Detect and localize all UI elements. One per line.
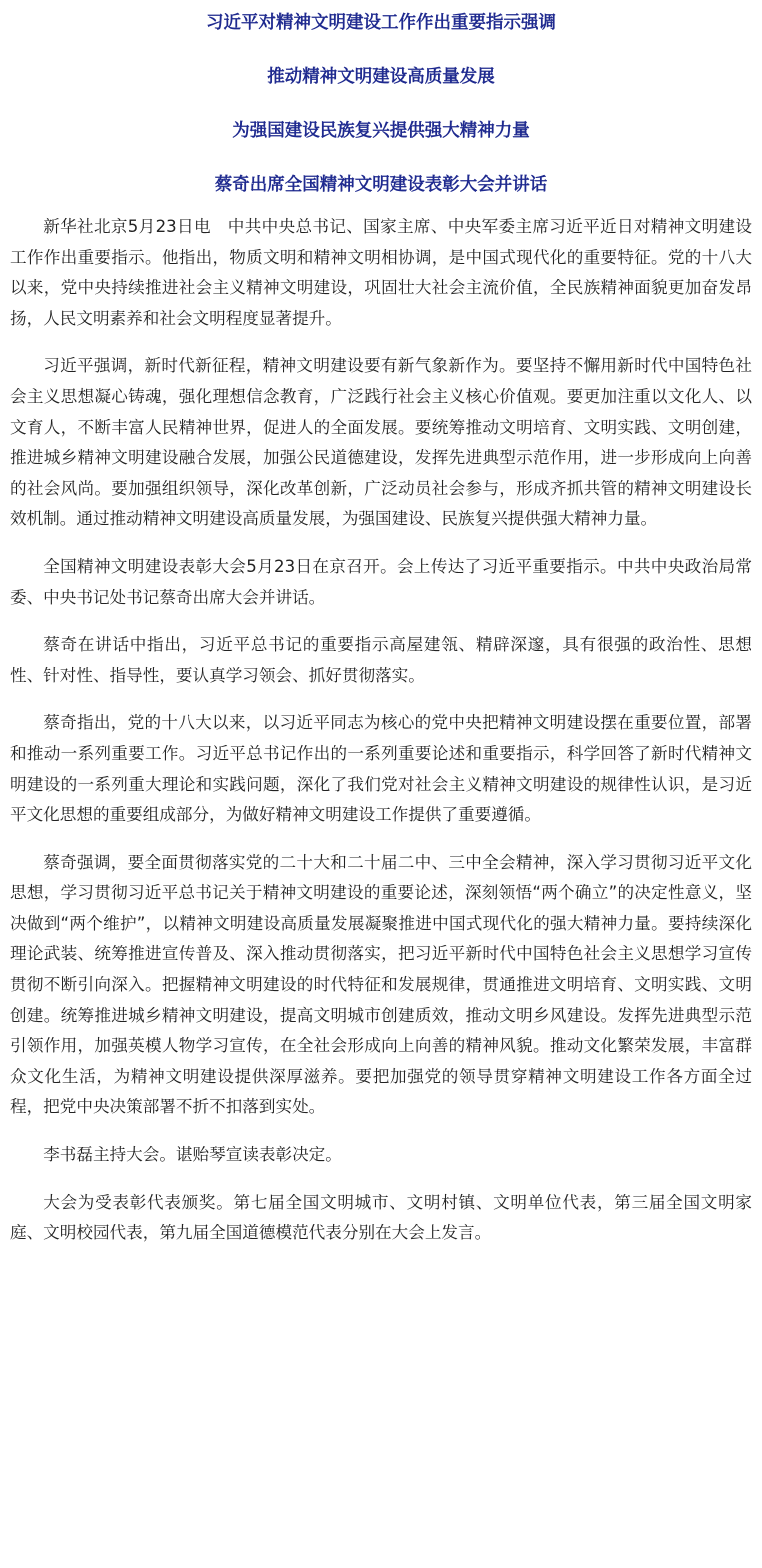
headline-sub-2: 为强国建设民族复兴提供强大精神力量 [232,121,530,141]
paragraph: 全国精神文明建设表彰大会5月23日在京召开。会上传达了习近平重要指示。中共中央政治局常委、中央书记处书记蔡奇出席大会并讲话。 [10,556,752,607]
article-body [10,212,752,1249]
paragraph-dateline: 新华社北京5月23日电 中共中央总书记、国家主席、中央军委主席习近平近日对精神文明建设工作作出重要指示。他指出，物质文明和精神文明相协调，是中国式现代化的重要特征。党的十八大以来，党中央持续推进社会主义精神文明建设，巩固壮大社会主流价值，全民族精神面貌更加奋发昂扬，人民文明素养和社会文明程度显著提升。 [10,217,752,328]
paragraph: 李书磊主持大会。谌贻琴宣读表彰决定。 [43,1145,342,1165]
paragraph: 蔡奇在讲话中指出，习近平总书记的重要指示高屋建瓴、精辟深邃，具有很强的政治性、思想性、针对性、指导性，要认真学习领会、抓好贯彻落实。 [10,635,752,685]
paragraph: 蔡奇指出，党的十八大以来，以习近平同志为核心的党中央把精神文明建设摆在重要位置，部署和推动一系列重要工作。习近平总书记作出的一系列重要论述和重要指示，科学回答了新时代精神文明建设的一系列重大理论和实践问题，深化了我们党对社会主义精神文明建设的规律性认识，是习近平文化思想的重要组成部分，为做好精神文明建设工作提供了重要遵循。 [10,713,752,825]
headline-block [10,0,752,202]
paragraph: 蔡奇强调，要全面贯彻落实党的二十大和二十届二中、三中全会精神，深入学习贯彻习近平文化思想，学习贯彻习近平总书记关于精神文明建设的重要论述，深刻领悟“两个确立”的决定性意义，坚决做到“两个维护”，以精神文明建设高质量发展凝聚推进中国式现代化的强大精神力量。要持续深化理论武装、统筹推进宣传普及、深入推动贯彻落实，把习近平新时代中国特色社会主义思想学习宣传贯彻不断引向深入。把握精神文明建设的时代特征和发展规律，贯通推进文明培育、文明实践、文明创建。统筹推进城乡精神文明建设，提高文明城市创建质效，推动文明乡风建设。发挥先进典型示范引领作用，加强英模人物学习宣传，在全社会形成向上向善的精神风貌。推动文化繁荣发展，丰富群众文化生活，为精神文明建设提供深厚滋养。要把加强党的领导贯穿精神文明建设工作各方面全过程，把党中央决策部署不折不扣落到实处。 [10,852,752,1117]
paragraph: 习近平强调，新时代新征程，精神文明建设要有新气象新作为。要坚持不懈用新时代中国特色社会主义思想凝心铸魂，强化理想信念教育，广泛践行社会主义核心价值观。要更加注重以文化人、以文育人，不断丰富人民精神世界，促进人的全面发展。要统筹推动文明培育、文明实践、文明创建，推进城乡精神文明建设融合发展，加强公民道德建设，发挥先进典型示范作用，进一步形成向上向善的社会风尚。要加强组织领导，深化改革创新，广泛动员社会参与，形成齐抓共管的精神文明建设长效机制。通过推动精神文明建设高质量发展，为强国建设、民族复兴提供强大精神力量。 [10,356,752,529]
headline-main: 习近平对精神文明建设工作作出重要指示强调 [206,13,556,33]
headline-sub-3: 蔡奇出席全国精神文明建设表彰大会并讲话 [214,175,548,195]
paragraph: 大会为受表彰代表颁奖。第七届全国文明城市、文明村镇、文明单位代表，第三届全国文明家庭、文明校园代表，第九届全国道德模范代表分别在大会上发言。 [10,1192,752,1243]
headline-sub-1: 推动精神文明建设高质量发展 [267,67,495,87]
